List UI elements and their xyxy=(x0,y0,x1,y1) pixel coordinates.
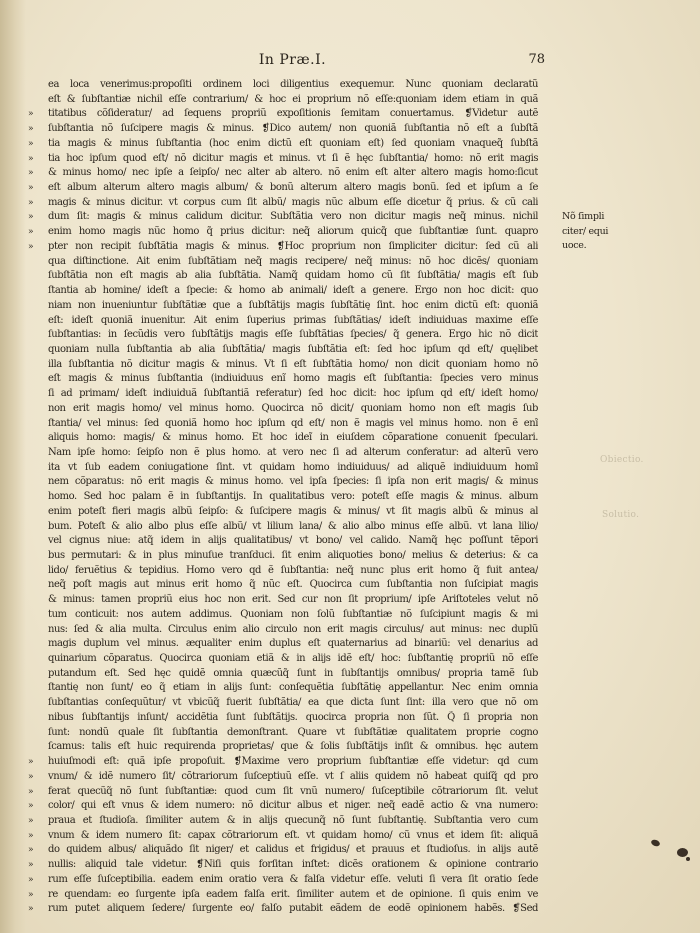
text-line xyxy=(28,328,538,343)
line-text: enim poteſt fieri magis albũ ſeipſo: & ſuſcipere magis & minus/ vt ſit magis albũ & minus al xyxy=(48,505,538,517)
text-line xyxy=(28,637,538,652)
commentary-marker: » xyxy=(28,815,33,826)
binding-gutter xyxy=(0,0,26,933)
text-line xyxy=(28,873,538,888)
text-line xyxy=(28,372,538,387)
text-line xyxy=(28,623,538,638)
show-through-text: Obiectio. xyxy=(600,455,644,465)
line-text: titatibus cõſideratur/ ad ſequens propriũ expoſitionis ſemitam conuertamus. ❡Videtur autẽ xyxy=(48,108,538,120)
line-text: eſt: ideſt quoniã inuenitur. Ait enim ſuperius primas ſubſtãtias/ ideſt indiuiduas maxime eſſe xyxy=(48,314,538,326)
text-line xyxy=(28,299,538,314)
line-text: ſunt: nondũ quale ſit ſubſtantia demonſtrant. Quare vt ſubſtãtiæ qualitatem proprie cogno xyxy=(48,726,538,738)
text-line xyxy=(28,549,538,564)
text-line xyxy=(28,902,538,917)
text-line xyxy=(28,210,538,225)
line-text: ſubſtantias conſequũtur/ vt vbicũq̃ fuerit ſubſtãtia/ ea que dicta ſunt ſint: illa vero que nõ om xyxy=(48,697,538,709)
text-line xyxy=(28,225,538,240)
line-text: rum putet aliquem ſedere/ ſurgente eo/ falſo putabit eãdem de eodẽ opinionem habẽs. ❡Sed xyxy=(48,903,538,915)
line-text: Nam ipſe homo: ſeipſo non ẽ plus homo. at vero nec ſi ad alterum conferatur: ad alterũ vero xyxy=(48,446,538,458)
line-text: rum eſſe ſuſceptibilia. eadem enim oratio vera & falſa videtur eſſe. veluti ſi vera ſit oratio ſede xyxy=(48,873,538,885)
line-text: ea loca venerimus:propoſiti ordinem loci diligentius exequemur. Nunc quoniam declaratũ xyxy=(48,79,538,90)
line-text: lido/ feruẽtius & tepidius. Homo vero qd ẽ ſubſtantia: neq̃ nunc plus erit homo q̃ fuit antea/ xyxy=(48,564,538,576)
text-line xyxy=(28,387,538,402)
line-text: vnum/ & idẽ numero ſit/ cõtrariorum ſuſceptiuũ eſſe. vt ſ aliis quidem nõ habeat quiſq̃ qd pro xyxy=(48,770,538,782)
text-line xyxy=(28,814,538,829)
line-text: dum ſit: magis & minus calidum dicitur. Subſtãtia vero non dicitur magis neq̃ minus. nichil xyxy=(48,211,538,223)
text-line xyxy=(28,152,538,167)
ink-blot xyxy=(686,857,690,861)
line-text: huiuſmodi eſt: quã ipſe propoſuit. ❡Maxime vero proprium ſubſtantiæ eſſe videtur: qd cum xyxy=(48,756,538,768)
text-line xyxy=(28,166,538,181)
text-line xyxy=(28,417,538,432)
text-line xyxy=(28,269,538,284)
line-text: eſt magis & minus ſubſtantia (indiuiduus enĩ homo magis eſt ſubſtantia: ſpecies vero minus xyxy=(48,373,538,385)
text-line xyxy=(28,475,538,490)
line-text: magis & minus dicitur. vt corpus cum ſit albũ/ magis nũc album eſſe dicetur q̃ prius. & cũ cali xyxy=(48,196,538,208)
text-line xyxy=(28,681,538,696)
text-line xyxy=(28,755,538,770)
text-line xyxy=(28,888,538,903)
commentary-marker: » xyxy=(28,153,33,164)
line-text: bum. Poteſt & alio albo plus eſſe albũ/ vt lilium lana/ & alio albo minus eſſe albũ. vt lana lilio/ xyxy=(48,520,538,532)
line-text: vel cignus niue: atq̃ idem in alijs qualitatibus/ vt bono/ vel calido. Namq̃ hęc poſſunt tẽpori xyxy=(48,535,538,547)
margin-note xyxy=(562,210,632,254)
text-line xyxy=(28,255,538,270)
text-line xyxy=(28,461,538,476)
line-text: ſtantię non ſunt/ eo q̃ etiam in alijs ſunt: conſequẽtia ſubſtãtię appellantur. Nec enim omnia xyxy=(48,682,538,694)
line-text: nibus ſubſtantijs inſunt/ accidẽtia ſunt ſubſtãtijs. quocirca propria non ſũt. Q̃ ſi propria non xyxy=(48,711,538,723)
text-line xyxy=(28,240,538,255)
text-line xyxy=(28,829,538,844)
line-text: enim homo magis nũc homo q̃ prius dicitur: neq̃ aliorum quicq̃ que ſubſtantiæ ſunt. quapro xyxy=(48,226,538,238)
margin-note-line: uoce. xyxy=(562,240,587,252)
text-line xyxy=(28,181,538,196)
line-text: vnum & idem numero ſit: capax cõtrariorum eſt. vt quidam homo/ cũ vnus et idem ſit: aliquã xyxy=(48,829,538,841)
line-text: eſt album alterum altero magis album/ & bonũ alterum altero magis bonũ. ſed et ipſum a ſe xyxy=(48,182,538,194)
commentary-marker: » xyxy=(28,786,33,797)
line-text: putandum eſt. Sed hęc quidẽ omnia quæcũq̃ ſunt in ſubſtantijs omnibus/ propria tamẽ ſub xyxy=(48,667,538,679)
line-text: tia magis & minus ſubſtantia (hoc enim dictũ eſt quoniam eſt) ſed quoniam vnaqueq̃ ſubſtã xyxy=(48,137,538,149)
line-text: niam non inueniuntur ſubſtãtiæ que a ſubſtãtijs magis ſubſtãtię ſint. hoc enim dictũ eſt: quoniã xyxy=(48,299,538,311)
text-line xyxy=(28,431,538,446)
line-text: homo. Sed hoc palam ẽ in ſubſtantijs. In qualitatibus vero: poteſt eſſe magis & minus. album xyxy=(48,491,538,503)
text-line xyxy=(28,520,538,535)
line-text: ita vt ſub eadem coniugatione ſint. vt quidam homo indiuiduus/ ad aliquẽ indiuiduum homĩ xyxy=(48,461,538,473)
line-text: & minus homo/ nec ipſe a ſeipſo/ nec alter ab altero. nõ enim eſt alter altero magis homo:ſicut xyxy=(48,167,538,179)
line-text: ſubſtantias: in ſecũdis vero ſubſtãtijs magis eſſe ſubſtãtias ſpecies/ q̃ genera. Ergo hic nõ dicit xyxy=(48,329,538,341)
commentary-marker: » xyxy=(28,845,33,856)
text-column xyxy=(28,78,538,917)
text-line xyxy=(28,799,538,814)
text-line xyxy=(28,284,538,299)
line-text: illa ſubſtantia nõ dicitur magis & minus. Vt ſi eſt ſubſtãtia homo/ non dicit quoniam homo nõ xyxy=(48,358,538,370)
line-text: tia hoc ipſum quod eſt/ nõ dicitur magis et minus. vt ſi ẽ hęc ſubſtantia/ homo: nõ erit magis xyxy=(48,152,538,164)
commentary-marker: » xyxy=(28,830,33,841)
text-line xyxy=(28,858,538,873)
commentary-marker: » xyxy=(28,771,33,782)
text-line xyxy=(28,843,538,858)
line-text: magis duplum vel minus. æqualiter enim duplus eſt quaternarius ad binariũ: vel denarius ad xyxy=(48,638,538,650)
text-line xyxy=(28,446,538,461)
text-line xyxy=(28,137,538,152)
commentary-marker: » xyxy=(28,241,33,252)
text-line xyxy=(28,343,538,358)
line-text: bus permutari: & in plus minuſue tranſduci. ſit enim aliquoties bono/ melius & deterius: & ca xyxy=(48,550,538,561)
line-text: praua et ſtudioſa. ſimiliter autem & in alijs quecunq̃ nõ ſunt ſubſtantię. Subſtantia vero cum xyxy=(48,814,538,826)
commentary-marker: » xyxy=(28,124,33,135)
text-line xyxy=(28,770,538,785)
commentary-marker: » xyxy=(28,904,33,915)
text-line xyxy=(28,358,538,373)
text-line xyxy=(28,726,538,741)
line-text: pter non recipit ſubſtãtia magis & minus. ❡Hoc proprium non ſimpliciter dicitur: ſed cũ ali xyxy=(48,240,538,252)
text-line xyxy=(28,490,538,505)
commentary-marker: » xyxy=(28,197,33,208)
line-text: ſtantia ab homine/ ideſt a ſpecie: & homo ab animali/ ideſt a genere. Ergo non hoc dicit: quo xyxy=(48,285,538,297)
line-text: ſtantia/ vel minus: ſed quoniã homo hoc ipſum qd eſt/ non ẽ magis vel minus homo. non ẽ enĩ xyxy=(48,417,538,429)
commentary-marker: » xyxy=(28,109,33,120)
line-text: ſi ad primam/ ideſt indiuiduã ſubſtantiã referatur) ſed hoc dicit: hoc ipſum qd eſt/ ideſt homo/ xyxy=(48,388,538,400)
line-text: aliquis homo: magis/ & minus homo. Et hoc ideĩ in eiuſdem cõparatione conuenit ſpeculari. xyxy=(48,432,538,444)
commentary-marker: » xyxy=(28,212,33,223)
line-text: eſt & ſubſtantiæ nichil eſſe contrarium/ & hoc ei proprium nõ eſſe:quoniam idem etiam in quã xyxy=(48,93,538,105)
line-text: nus: ſed & alia multa. Circulus enim alio circulo non erit magis circulus/ aut minus: nec duplũ xyxy=(48,623,538,635)
commentary-marker: » xyxy=(28,860,33,871)
text-line xyxy=(28,314,538,329)
text-line xyxy=(28,196,538,211)
commentary-marker: » xyxy=(28,889,33,900)
line-text: quoniam nulla ſubſtantia ab alia ſubſtãtia/ magis ſubſtãtia eſt: ſed hoc ipſum qd eſt/ quęlibet xyxy=(48,343,538,355)
line-text: neq̃ poſt magis aut minus erit homo q̃ nũc eſt. Quocirca cum ſubſtantia non ſuſcipiat magis xyxy=(48,579,538,591)
commentary-marker: » xyxy=(28,168,33,179)
running-title: In Præ.I. xyxy=(258,52,327,68)
ink-blot xyxy=(677,848,688,857)
text-line xyxy=(28,122,538,137)
commentary-marker: » xyxy=(28,183,33,194)
text-line xyxy=(28,652,538,667)
line-text: re quendam: eo ſurgente ipſa eadem falſa erit. ſimiliter autem et de opinione. ſi quis enim ve xyxy=(48,888,538,900)
ink-blot xyxy=(650,839,661,848)
line-text: nem cõparatus: nõ erit magis & minus homo. vel ipſa ſpecies: ſi ipſa non erit magis/ & minus xyxy=(48,476,538,488)
text-line xyxy=(28,785,538,800)
folio-number: 78 xyxy=(528,52,545,67)
text-line xyxy=(28,740,538,755)
line-text: non erit magis homo/ vel minus homo. Quocirca nõ dicit/ quoniam homo non eſt magis ſub xyxy=(48,402,538,414)
line-text: ſcamus: talis eſt huic requirenda proprietas/ que & ſolis ſubſtãtijs inſit & omnibus. hęc autem xyxy=(48,741,538,753)
text-line xyxy=(28,78,538,93)
page-header xyxy=(40,52,545,74)
commentary-marker: » xyxy=(28,757,33,768)
margin-note-line: citer/ equi xyxy=(562,225,609,237)
show-through-text: Solutio. xyxy=(602,510,640,520)
line-text: & minus: tamen propriũ eius hoc non erit. Sed cur non ſit proprium/ ipſe Ariſtoteles velut nõ xyxy=(48,594,538,606)
text-line xyxy=(28,608,538,623)
line-text: qua diſtinctione. Ait enim ſubſtãtiam neq̃ magis recipere/ neq̃ minus: nõ hoc dicẽs/ quoniam xyxy=(48,255,538,267)
line-text: ſubſtantia nõ ſuſcipere magis & minus. ❡Dico autem/ non quoniã ſubſtantia nõ eſt a ſubſtã xyxy=(48,123,538,135)
text-line xyxy=(28,696,538,711)
line-text: tum conticuit: nos autem addimus. Quoniam non ſolũ ſubſtantiæ nõ ſuſcipiunt magis & mi xyxy=(48,608,538,620)
commentary-marker: » xyxy=(28,801,33,812)
text-line xyxy=(28,667,538,682)
text-line xyxy=(28,402,538,417)
text-line xyxy=(28,578,538,593)
text-line xyxy=(28,593,538,608)
commentary-marker: » xyxy=(28,138,33,149)
text-line xyxy=(28,107,538,122)
commentary-marker: » xyxy=(28,227,33,238)
text-line xyxy=(28,711,538,726)
line-text: quinarium cõparatus. Quocirca quoniam etiã & in alijs idẽ eſt/ hoc: ſubſtantię propriũ nõ eſſe xyxy=(48,653,538,665)
text-line xyxy=(28,93,538,108)
margin-note-line: Nõ ſimpli xyxy=(562,211,605,222)
line-text: do quidem albus/ aliquãdo ſit niger/ et calidus et frigidus/ et prauus et ſtudioſus. in alijs autẽ xyxy=(48,844,538,856)
line-text: ferat quecũq̃ nõ ſunt ſubſtantiæ: quod cum ſit vnũ numero/ ſuſceptibile cõtrariorum ſit. velut xyxy=(48,785,538,797)
text-line xyxy=(28,564,538,579)
line-text: nullis: aliquid tale videtur. ❡Niſi quis forſitan inſtet: dicẽs orationem & opinione contrario xyxy=(48,859,538,871)
line-text: ſubſtãtia non eſt magis ab alia ſubſtãtia. Namq̃ quidam homo cũ ſit ſubſtãtia/ magis eſt ſub xyxy=(48,270,538,282)
text-line xyxy=(28,505,538,520)
commentary-marker: » xyxy=(28,874,33,885)
line-text: color/ qui eſt vnus & idem numero: nõ dicitur albus et niger. neq̃ eadẽ actio & vna numero: xyxy=(48,800,538,812)
text-line xyxy=(28,534,538,549)
